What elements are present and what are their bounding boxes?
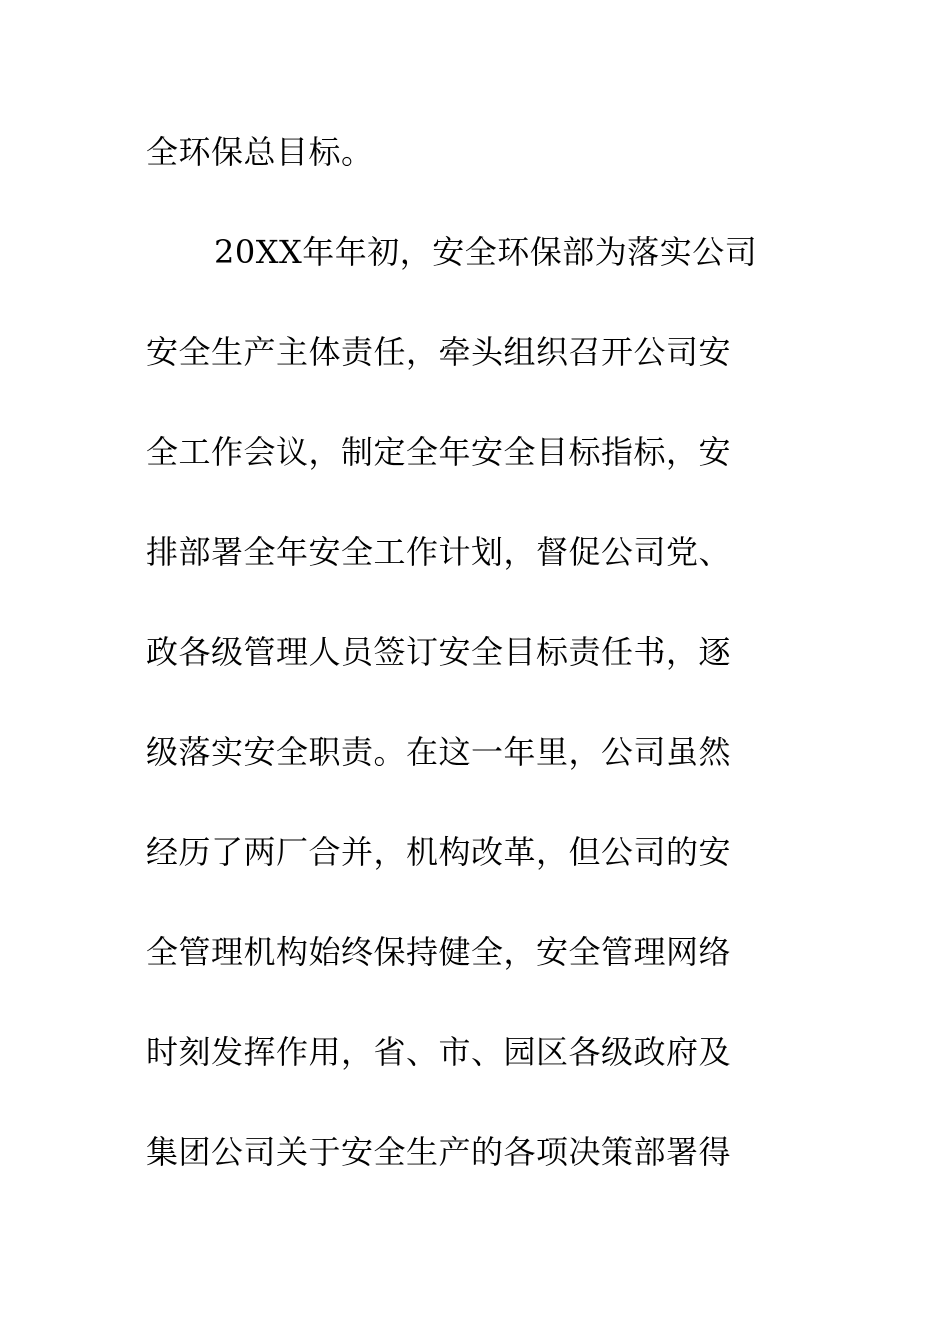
text-line-4: 全工作会议，制定全年安全目标指标，安	[146, 433, 732, 471]
text-line-6: 政各级管理人员签订安全目标责任书，逐	[146, 633, 732, 671]
text-line-3: 安全生产主体责任，牵头组织召开公司安	[146, 333, 732, 371]
text-line-7: 级落实安全职责。在这一年里，公司虽然	[146, 733, 732, 771]
text-line-10: 时刻发挥作用，省、市、园区各级政府及	[146, 1033, 732, 1071]
text-line-2: 20XX年年初，安全环保部为落实公司	[214, 233, 758, 271]
text-line-8: 经历了两厂合并，机构改革，但公司的安	[146, 833, 732, 871]
text-line-1: 全环保总目标。	[146, 133, 374, 171]
text-line-11: 集团公司关于安全生产的各项决策部署得	[146, 1133, 732, 1171]
text-line-9: 全管理机构始终保持健全，安全管理网络	[146, 933, 732, 971]
text-line-5: 排部署全年安全工作计划，督促公司党、	[146, 533, 732, 571]
